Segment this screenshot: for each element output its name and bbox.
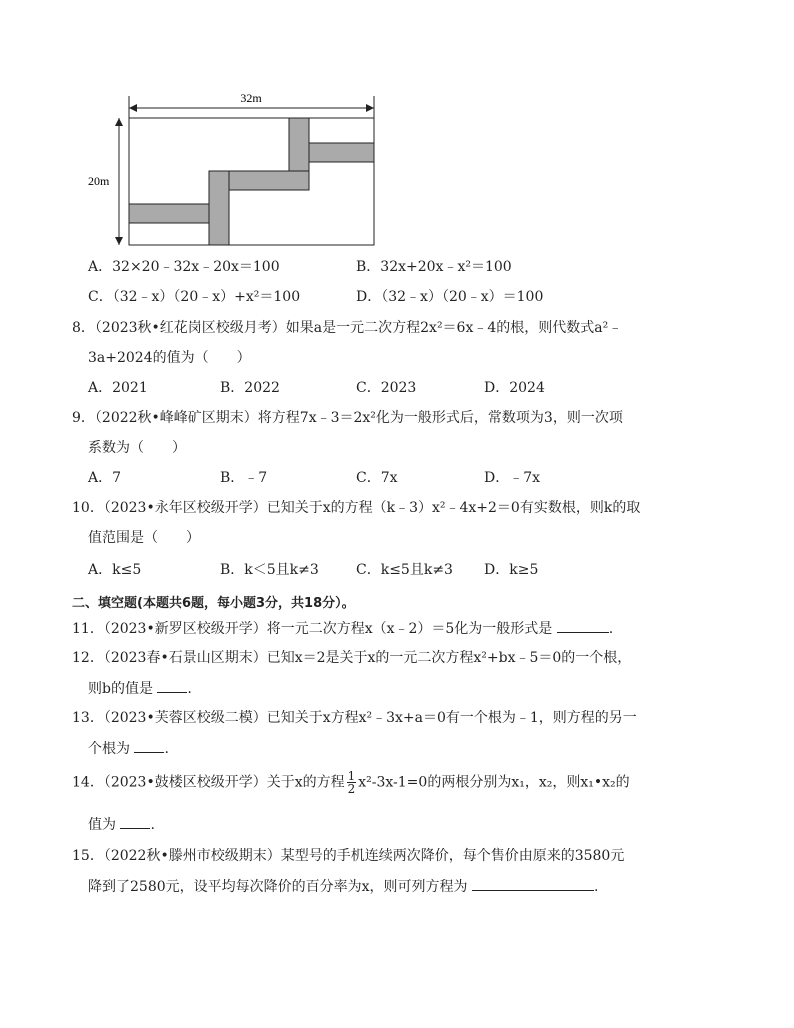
q11-stem — [72, 618, 613, 639]
q14-fraction — [347, 770, 357, 795]
width-arrow-left — [129, 104, 137, 112]
path-horizontal-1 — [129, 204, 209, 223]
q9-option-a: A．7 — [88, 470, 122, 486]
q7-option-b-text: 32x+20x﹣x²＝100 — [380, 259, 512, 275]
q7-option-d-text: （32﹣x）（20﹣x）＝100 — [381, 289, 544, 305]
height-arrow-bottom — [115, 237, 123, 245]
q7-option-c-label: C． — [88, 289, 113, 305]
q7-option-c — [88, 287, 300, 307]
q11-end: . — [608, 621, 614, 637]
q15-answer-blank[interactable] — [472, 876, 594, 891]
q10-option-c: C．k≤5且k≠3 — [356, 562, 453, 578]
height-label: 20m — [88, 174, 110, 188]
q15-stem-line1: 15．（2022秋•滕州市校级期末）某型号的手机连续两次降价，每个售价由原来的3580元 — [72, 848, 625, 864]
q7-option-b — [356, 257, 512, 277]
path-horizontal-3 — [309, 143, 374, 162]
q8-option-c: C．2023 — [356, 380, 417, 396]
q12-text-line2: 则b的值是 — [88, 681, 153, 697]
q14-answer-blank[interactable] — [120, 814, 150, 829]
q12-stem-line1: 12．（2023春•石景山区期末）已知x＝2是关于x的一元二次方程x²+bx﹣5＝0的一个根， — [72, 650, 632, 666]
q8-stem-line1: 8．（2023秋•红花岗区校级月考）如果a是一元二次方程2x²＝6x﹣4的根，则代数式a²﹣ — [72, 320, 623, 336]
q10-stem-line1: 10．（2023•永年区校级开学）已知关于x的方程（k﹣3）x²﹣4x+2＝0有实数根，则k的取 — [72, 500, 641, 516]
q13-text-line2: 个根为 — [88, 741, 130, 757]
q9-option-b: B．﹣7 — [220, 470, 268, 486]
q10-stem-line2: 值范围是（ ） — [88, 530, 200, 546]
q15-text-line2: 降到了2580元，设平均每次降价的百分率为x，则可列方程为 — [88, 879, 468, 895]
q10-option-b: B．k＜5且k≠3 — [220, 562, 319, 578]
q9-option-d: D．﹣7x — [484, 470, 541, 486]
q7-option-a — [88, 257, 280, 277]
q12-end: . — [187, 681, 192, 697]
q14-end: . — [150, 817, 155, 833]
path-horizontal-2 — [229, 171, 309, 190]
q7-option-a-label: A． — [88, 259, 113, 275]
garden-path-diagram — [85, 88, 385, 253]
q8-option-d: D．2024 — [484, 380, 545, 396]
q14-prefix: 14．（2023•鼓楼区校级开学）关于x的方程 — [72, 774, 345, 791]
q12-stem-line2 — [88, 678, 192, 699]
q7-option-c-text: （32﹣x）（20﹣x）+x²＝100 — [112, 289, 301, 305]
q10-option-d: D．k≥5 — [484, 562, 539, 578]
path-vertical-2 — [289, 118, 309, 171]
height-arrow-top — [115, 118, 123, 126]
path-vertical-1 — [209, 171, 229, 245]
q7-option-d — [356, 287, 543, 307]
q14-stem-line1 — [72, 770, 630, 795]
q13-stem-line1: 13．（2023•芙蓉区校级二模）已知关于x方程x²﹣3x+a＝0有一个根为﹣1，则方程的另一 — [72, 710, 637, 726]
q11-answer-blank[interactable] — [557, 618, 609, 633]
q9-option-c: C．7x — [356, 470, 398, 486]
q14-suffix: x²-3x-1=0的两根分别为x₁，x₂，则x₁•x₂的 — [358, 774, 630, 791]
q8-option-b: B．2022 — [220, 380, 280, 396]
width-label: 32m — [240, 91, 262, 105]
q7-option-d-label: D． — [356, 289, 382, 305]
q14-fraction-denominator: 2 — [347, 782, 356, 796]
width-arrow-right — [366, 104, 374, 112]
q14-stem-line2 — [88, 814, 155, 835]
q13-end: . — [164, 741, 169, 757]
q8-stem-line2: 3a+2024的值为（ ） — [88, 350, 251, 366]
q8-option-a: A．2021 — [88, 380, 148, 396]
q11-text: 11．（2023•新罗区校级开学）将一元二次方程x（x﹣2）＝5化为一般形式是 — [72, 621, 553, 637]
q14-text-line2: 值为 — [88, 817, 116, 833]
q10-option-a: A．k≤5 — [88, 562, 142, 578]
q13-answer-blank[interactable] — [134, 738, 164, 753]
section-title-fill-in: 二、填空题(本题共6题，每小题3分，共18分）。 — [72, 596, 355, 611]
q12-answer-blank[interactable] — [157, 678, 187, 693]
q15-stem-line2 — [88, 876, 598, 897]
q7-option-b-label: B． — [356, 259, 381, 275]
q9-stem-line2: 系数为（ ） — [88, 440, 186, 456]
q14-fraction-numerator: 1 — [347, 769, 356, 783]
q13-stem-line2 — [88, 738, 169, 759]
q9-stem-line1: 9．（2022秋•峰峰矿区期末）将方程7x﹣3＝2x²化为一般形式后，常数项为3，则一次项 — [72, 410, 623, 426]
q15-end: . — [593, 879, 599, 895]
q7-option-a-text: 32×20﹣32x﹣20x＝100 — [112, 259, 280, 275]
